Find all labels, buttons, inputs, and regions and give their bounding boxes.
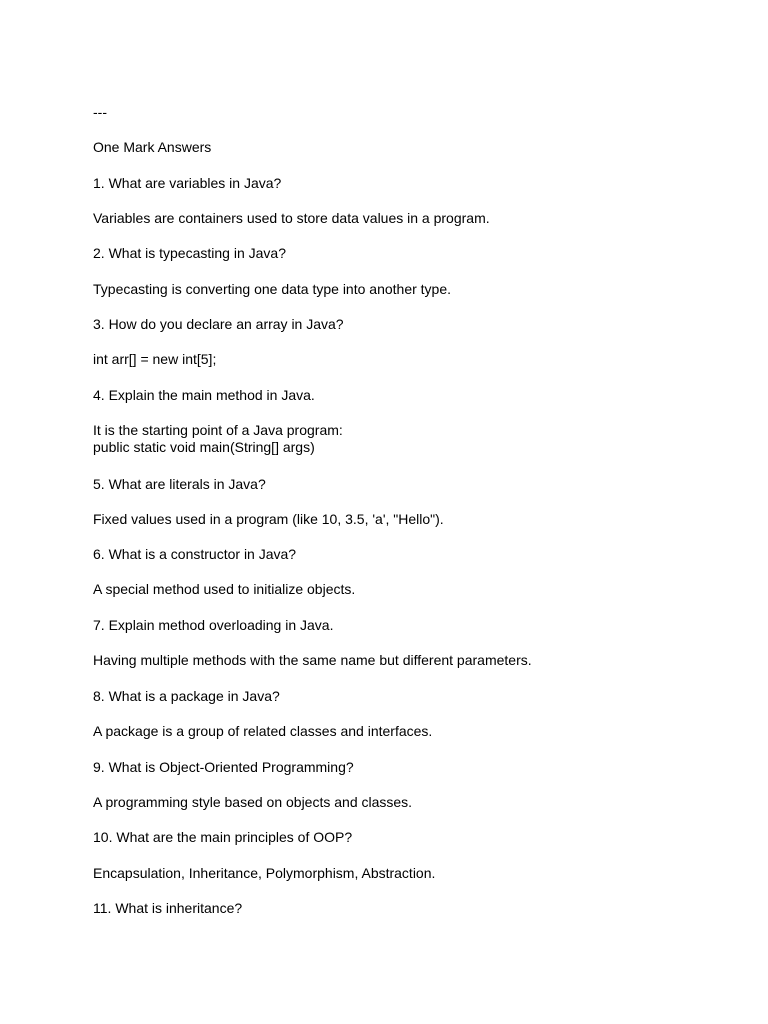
question-11: 11. What is inheritance? xyxy=(93,900,243,916)
answer-8: A package is a group of related classes and interfaces. xyxy=(93,723,433,739)
answer-3: int arr[] = new int[5]; xyxy=(93,351,217,367)
question-3: 3. How do you declare an array in Java? xyxy=(93,316,344,332)
question-5: 5. What are literals in Java? xyxy=(93,476,266,492)
question-8: 8. What is a package in Java? xyxy=(93,688,280,704)
question-2: 2. What is typecasting in Java? xyxy=(93,245,286,261)
answer-2: Typecasting is converting one data type into another type. xyxy=(93,281,452,297)
question-9: 9. What is Object-Oriented Programming? xyxy=(93,759,354,775)
answer-5: Fixed values used in a program (like 10, 3.5, 'a', "Hello"). xyxy=(93,511,444,527)
separator-line: --- xyxy=(93,104,107,120)
answer-4-line-1: It is the starting point of a Java program: xyxy=(93,422,343,438)
answer-4-line-2: public static void main(String[] args) xyxy=(93,439,315,455)
question-10: 10. What are the main principles of OOP? xyxy=(93,829,353,845)
answer-1: Variables are containers used to store data values in a program. xyxy=(93,210,490,226)
section-heading: One Mark Answers xyxy=(93,139,212,155)
question-1: 1. What are variables in Java? xyxy=(93,175,282,191)
answer-9: A programming style based on objects and classes. xyxy=(93,794,413,810)
question-7: 7. Explain method overloading in Java. xyxy=(93,617,334,633)
answer-7: Having multiple methods with the same name but different parameters. xyxy=(93,652,532,668)
answer-6: A special method used to initialize objects. xyxy=(93,581,356,597)
answer-10: Encapsulation, Inheritance, Polymorphism, Abstraction. xyxy=(93,865,436,881)
question-6: 6. What is a constructor in Java? xyxy=(93,546,297,562)
question-4: 4. Explain the main method in Java. xyxy=(93,387,315,403)
